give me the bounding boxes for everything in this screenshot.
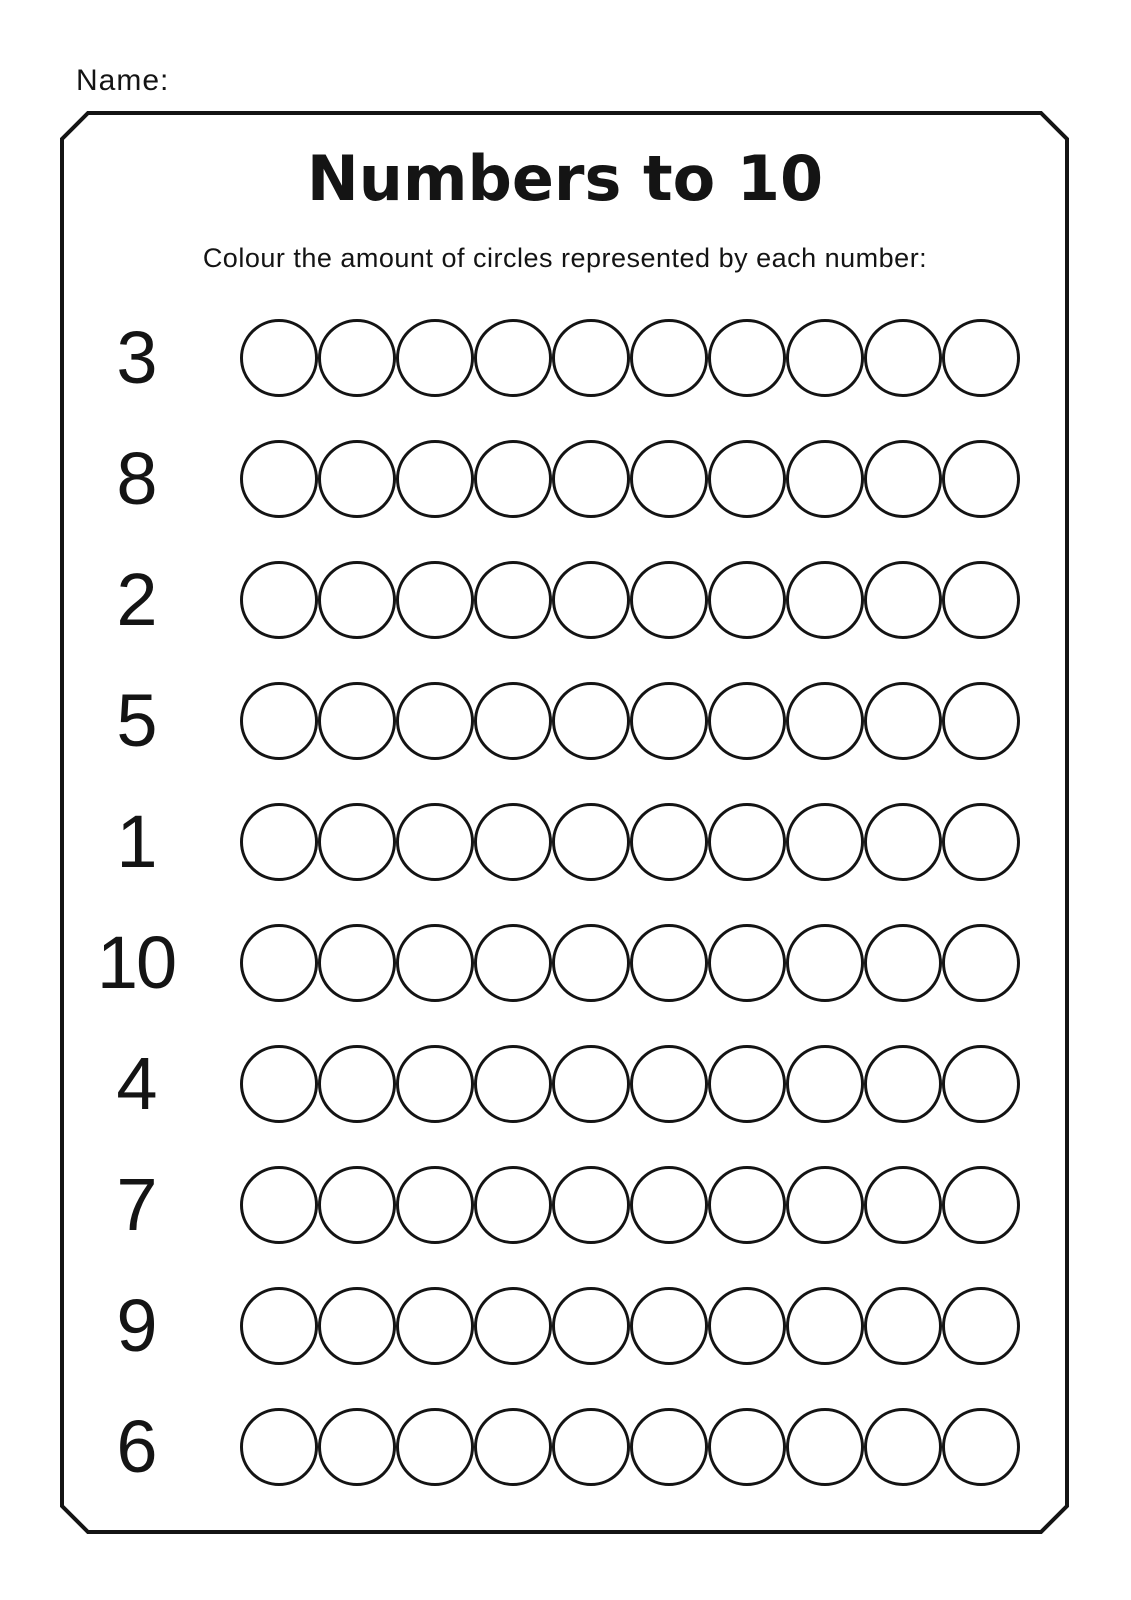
circle-group [240,682,1020,760]
colorable-circle[interactable] [942,1045,1020,1123]
colorable-circle[interactable] [708,924,786,1002]
colorable-circle[interactable] [630,803,708,881]
colorable-circle[interactable] [552,682,630,760]
colorable-circle[interactable] [396,440,474,518]
row-number-label: 6 [116,1404,156,1488]
row-number-label: 4 [116,1041,156,1125]
colorable-circle[interactable] [786,1045,864,1123]
colorable-circle[interactable] [786,924,864,1002]
colorable-circle[interactable] [318,1287,396,1365]
number-row [0,1144,1131,1265]
colorable-circle[interactable] [786,440,864,518]
colorable-circle[interactable] [396,803,474,881]
colorable-circle[interactable] [318,440,396,518]
colorable-circle[interactable] [630,1166,708,1244]
colorable-circle[interactable] [474,1408,552,1486]
colorable-circle[interactable] [786,319,864,397]
colorable-circle[interactable] [708,803,786,881]
colorable-circle[interactable] [708,682,786,760]
colorable-circle[interactable] [240,1287,318,1365]
colorable-circle[interactable] [942,682,1020,760]
row-number-label: 10 [96,920,176,1004]
row-number-label: 5 [116,678,156,762]
colorable-circle[interactable] [630,1408,708,1486]
colorable-circle[interactable] [396,1287,474,1365]
colorable-circle[interactable] [318,561,396,639]
number-row [0,902,1131,1023]
circle-group [240,1045,1020,1123]
colorable-circle[interactable] [708,1287,786,1365]
colorable-circle[interactable] [318,319,396,397]
colorable-circle[interactable] [552,440,630,518]
colorable-circle[interactable] [864,1287,942,1365]
number-row [0,1023,1131,1144]
colorable-circle[interactable] [240,924,318,1002]
colorable-circle[interactable] [942,1408,1020,1486]
colorable-circle[interactable] [708,1408,786,1486]
colorable-circle[interactable] [474,1287,552,1365]
colorable-circle[interactable] [864,440,942,518]
colorable-circle[interactable] [630,440,708,518]
colorable-circle[interactable] [552,319,630,397]
colorable-circle[interactable] [318,1166,396,1244]
colorable-circle[interactable] [396,924,474,1002]
colorable-circle[interactable] [474,682,552,760]
colorable-circle[interactable] [942,440,1020,518]
colorable-circle[interactable] [864,803,942,881]
colorable-circle[interactable] [396,319,474,397]
colorable-circle[interactable] [942,319,1020,397]
colorable-circle[interactable] [240,319,318,397]
colorable-circle[interactable] [708,319,786,397]
colorable-circle[interactable] [396,1408,474,1486]
colorable-circle[interactable] [942,561,1020,639]
page-title: Numbers to 10 [306,142,824,215]
colorable-circle[interactable] [708,440,786,518]
row-number-label: 9 [116,1283,156,1367]
row-number-label: 8 [116,436,156,520]
colorable-circle[interactable] [630,561,708,639]
circle-group [240,803,1020,881]
number-row [0,418,1131,539]
colorable-circle[interactable] [708,1166,786,1244]
colorable-circle[interactable] [396,561,474,639]
colorable-circle[interactable] [552,1166,630,1244]
row-number-label: 7 [116,1162,156,1246]
colorable-circle[interactable] [474,924,552,1002]
colorable-circle[interactable] [240,1166,318,1244]
circle-group [240,1408,1020,1486]
colorable-circle[interactable] [240,1408,318,1486]
instruction-text: Colour the amount of circles represented by each number: [202,243,928,273]
colorable-circle[interactable] [942,1166,1020,1244]
colorable-circle[interactable] [942,803,1020,881]
colorable-circle[interactable] [864,319,942,397]
rows-container [0,297,1131,1507]
colorable-circle[interactable] [240,682,318,760]
number-row [0,660,1131,781]
number-row [0,1265,1131,1386]
colorable-circle[interactable] [240,1045,318,1123]
colorable-circle[interactable] [474,1045,552,1123]
row-number-label: 1 [116,799,156,883]
colorable-circle[interactable] [474,319,552,397]
colorable-circle[interactable] [318,1408,396,1486]
circle-group [240,319,1020,397]
colorable-circle[interactable] [474,1166,552,1244]
colorable-circle[interactable] [864,561,942,639]
colorable-circle[interactable] [864,1166,942,1244]
colorable-circle[interactable] [708,1045,786,1123]
colorable-circle[interactable] [474,803,552,881]
colorable-circle[interactable] [474,561,552,639]
circle-group [240,561,1020,639]
colorable-circle[interactable] [786,1166,864,1244]
colorable-circle[interactable] [864,924,942,1002]
colorable-circle[interactable] [552,1045,630,1123]
colorable-circle[interactable] [786,561,864,639]
colorable-circle[interactable] [786,1287,864,1365]
colorable-circle[interactable] [318,924,396,1002]
colorable-circle[interactable] [240,561,318,639]
colorable-circle[interactable] [552,924,630,1002]
colorable-circle[interactable] [552,1287,630,1365]
colorable-circle[interactable] [786,803,864,881]
colorable-circle[interactable] [552,1408,630,1486]
number-row [0,297,1131,418]
colorable-circle[interactable] [240,803,318,881]
colorable-circle[interactable] [786,682,864,760]
colorable-circle[interactable] [396,1166,474,1244]
colorable-circle[interactable] [942,924,1020,1002]
colorable-circle[interactable] [942,1287,1020,1365]
number-row [0,1386,1131,1507]
colorable-circle[interactable] [630,319,708,397]
colorable-circle[interactable] [396,1045,474,1123]
colorable-circle[interactable] [786,1408,864,1486]
row-number-label: 3 [116,315,156,399]
colorable-circle[interactable] [630,924,708,1002]
colorable-circle[interactable] [630,1287,708,1365]
colorable-circle[interactable] [708,561,786,639]
colorable-circle[interactable] [552,803,630,881]
colorable-circle[interactable] [318,803,396,881]
colorable-circle[interactable] [630,682,708,760]
name-label: Name: [76,64,170,97]
colorable-circle[interactable] [864,1045,942,1123]
colorable-circle[interactable] [474,440,552,518]
colorable-circle[interactable] [552,561,630,639]
colorable-circle[interactable] [396,682,474,760]
circle-group [240,1166,1020,1244]
colorable-circle[interactable] [318,1045,396,1123]
colorable-circle[interactable] [240,440,318,518]
circle-group [240,924,1020,1002]
circle-group [240,440,1020,518]
colorable-circle[interactable] [630,1045,708,1123]
number-row [0,539,1131,660]
row-number-label: 2 [116,557,156,641]
colorable-circle[interactable] [864,682,942,760]
colorable-circle[interactable] [318,682,396,760]
colorable-circle[interactable] [864,1408,942,1486]
number-row [0,781,1131,902]
circle-group [240,1287,1020,1365]
